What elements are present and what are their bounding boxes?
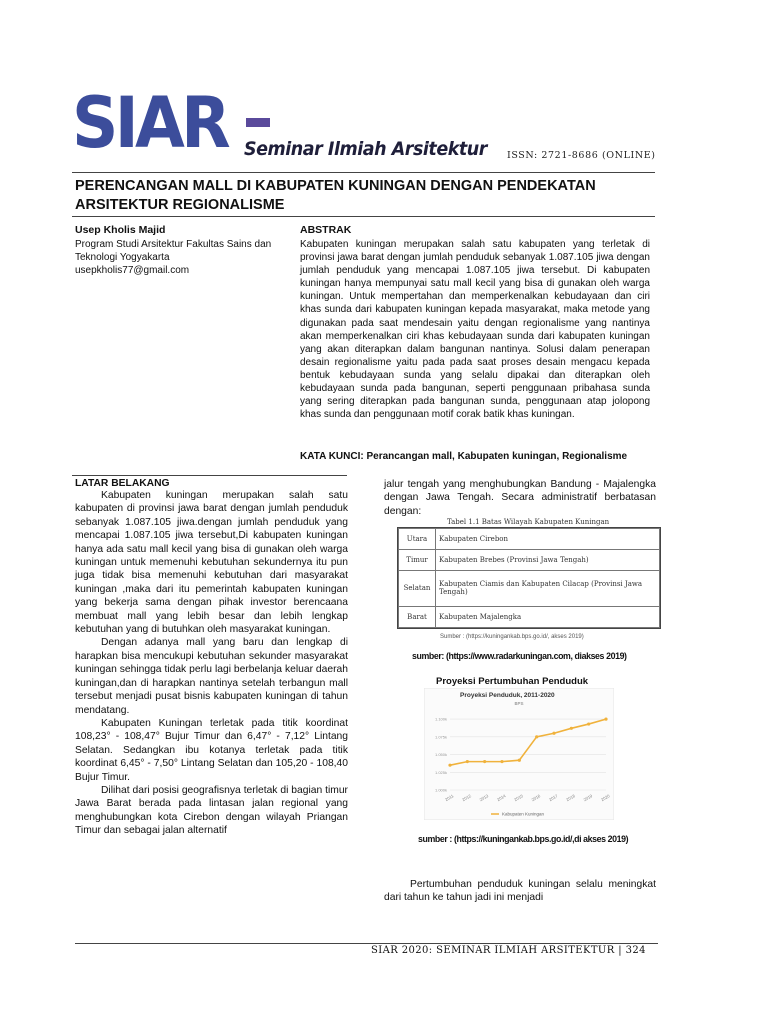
table-row [399,607,660,628]
data-point [483,760,486,763]
x-tick-label: 2016 [530,793,542,803]
chart-subtitle: BPS [514,701,524,706]
data-point [500,760,503,763]
title-bottom-rule [72,216,655,217]
footer-rule [75,943,658,944]
paragraph: Kabupaten Kuningan terletak pada titik koordinat 108,23° - 108,47° Bujur Timur dan 6,47° - 7,12° Lintang Selatan. Sedangkan ibu kotanya terletak pada titik koordinat 6,45° - 7,50° Lintang Selatan dan 105,20 - 108,40 Bujur Timur. [75,717,348,783]
right-column-bottom [384,878,656,905]
right-column-top [384,478,656,518]
x-tick-label: 2012 [461,793,472,803]
issn-label: ISSN: 2721-8686 (ONLINE) [507,150,656,161]
data-point [448,764,451,767]
table-key: Barat [399,607,436,628]
journal-subtitle: Seminar Ilmiah Arsitektur [244,138,487,160]
author-affiliation: Program Studi Arsitektur Fakultas Sains dan Teknologi Yogyakarta [75,239,272,263]
logo-dash-mark [246,118,270,127]
population-chart-svg [424,688,614,820]
legend-label: Kabupaten Kuningan [502,811,545,817]
table-source: sumber: (https://www.radarkuningan.com, diakses 2019) [412,651,627,661]
abstract-heading: ABSTRAK [300,224,352,236]
data-point [587,722,590,725]
paragraph: Kabupaten kuningan merupakan salah satu kabupaten di provinsi jawa barat dengan jumlah penduduk sebanyak 1.087.105 jiwa.dengan jumlah penduduk yang mencapai 1.087.105 jiwa tersebut,Di kabupaten kuningan hanya ada satu mall kecil yang bisa di gunakan oleh warga kuningan untuk memenuhi kebutuhan sekundernya itu pun juga tidak bisa memenuhi kebutuhan dari masyarakat kuningan ,maka dari itu pemerintah kabupaten kuningan yang bekerja sama dengan pihak investor berencaana membuat mall yang lebih besar dan lebih lengkap kebutuhan yang di butuhkan oleh masyarakat kuningan. [75,490,348,636]
abstract-body: Kabupaten kuningan merupakan salah satu kabupaten yang terletak di provinsi jawa barat dengan jumlah penduduk sebanyak 1.087.105 jiwa dengan jumlah penduduk yang mencapai 1.087.105 jiwa tersebut. Di kabupaten kuningan hanya mempunyai satu mall kecil yang bisa di gunakan oleh warga kuningan. Untuk mempertahan dan memperkenalkan kebudayaan dan ciri khas sunda dari kabupaten kuningan kepada masyarakat, maka metode yang digunakan pada saat mendesain yaitu dengan regionalisme yang nantinya akan memperkenalkan ciri khas kebudayaan sunda dari kabupaten kuningan yang akan diterapkan dalam bangunan nantinya. Solusi dalam penerapan desain regionalisme yaitu pada pada saat proses desain mengacu kepada bentuk kebudayaan sunda yang selalu dipakai dan diterapkan oleh kebudayaan sunda pada bangunan, seperti penggunaan pribahasa sunda yang sering diterapkan pada bangunan sunda, penggunaan atap jolopong khas sunda dan penggunaan motif corak batik khas kuningan. [300,239,650,421]
data-point [570,727,573,730]
y-tick-label: 1.075k [434,734,447,740]
paragraph: Dengan adanya mall yang baru dan lengkap di harapkan bisa mencukupi kebutuhan sekunder masyarakat kuningan sehingga tidak perlu lagi berbelanja keluar daerah kuningan,dan di harapkan nantinya setelah terbangun mall tersebut menjadi pusat bisnis kabupaten kuningan di tahun mendatang. [75,637,348,716]
y-tick-label: 1.050k [434,752,447,758]
table-value: Kabupaten Cirebon [436,529,660,550]
chart-section-title: Proyeksi Pertumbuhan Penduduk [436,676,589,687]
data-point [552,732,555,735]
data-point [535,735,538,738]
table-value: Kabupaten Ciamis dan Kabupaten Cilacap (Provinsi Jawa Tengah) [436,570,660,606]
population-chart [424,688,614,820]
table-caption: Tabel 1.1 Batas Wilayah Kabupaten Kuningan [447,518,610,526]
data-point [518,759,521,762]
table-source-small: Sumber : (https://kuningankab.bps.go.id/, akses 2019) [440,634,584,640]
table-row [399,529,660,550]
chart-source: sumber : (https://kuningankab.bps.go.id/,di akses 2019) [418,834,629,844]
section-rule [72,475,347,476]
x-tick-label: 2019 [582,793,594,803]
table-row [399,549,660,570]
table-key: Timur [399,549,436,570]
title-top-rule [72,172,655,173]
x-tick-label: 2018 [565,793,576,803]
y-tick-label: 1.000k [434,787,447,793]
table-row [399,570,660,606]
data-point [604,717,607,720]
table-value: Kabupaten Majalengka [436,607,660,628]
paragraph: jalur tengah yang menghubungkan Bandung - Majalengka dengan Jawa Tengah. Secara administratif berbatasan dengan: [384,479,656,517]
y-tick-label: 1.025k [434,769,447,775]
chart-title: Proyeksi Penduduk, 2011-2020 [460,692,555,699]
data-point [466,760,469,763]
table-value: Kabupaten Brebes (Provinsi Jawa Tengah) [436,549,660,570]
paragraph: Dilihat dari posisi geografisnya terletak di bagian timur Jawa Barat berada pada lintasan jalan regional yang menghubungkan kota Cirebon dengan wilayah Priangan Timur dan sebagai jalan alternatif [75,784,348,837]
journal-logo: SIAR [72,82,228,164]
section-heading: LATAR BELAKANG [75,478,170,489]
left-column [75,489,348,838]
x-tick-label: 2013 [478,793,490,803]
paper-title: PERENCANGAN MALL DI KABUPATEN KUNINGAN DENGAN PENDEKATAN ARSITEKTUR REGIONALISME [75,178,596,213]
keywords: KATA KUNCI: Perancangan mall, Kabupaten kuningan, Regionalisme [300,451,628,462]
x-tick-label: 2015 [513,793,524,803]
paragraph: Pertumbuhan penduduk kuningan selalu meningkat dari tahun ke tahun jadi ini menjadi [384,879,656,904]
author-name: Usep Kholis Majid [75,224,166,236]
table-key: Selatan [399,570,436,606]
x-tick-label: 2017 [547,793,559,803]
author-email: usepkholis77@gmail.com [75,265,190,276]
y-tick-label: 1.100k [434,716,447,722]
boundary-table [397,527,661,629]
table-key: Utara [399,529,436,550]
x-tick-label: 2020 [599,793,611,803]
x-tick-label: 2011 [444,793,455,803]
x-tick-label: 2014 [495,793,507,803]
page-footer: SIAR 2020: SEMINAR ILMIAH ARSITEKTUR | 324 [371,945,646,956]
